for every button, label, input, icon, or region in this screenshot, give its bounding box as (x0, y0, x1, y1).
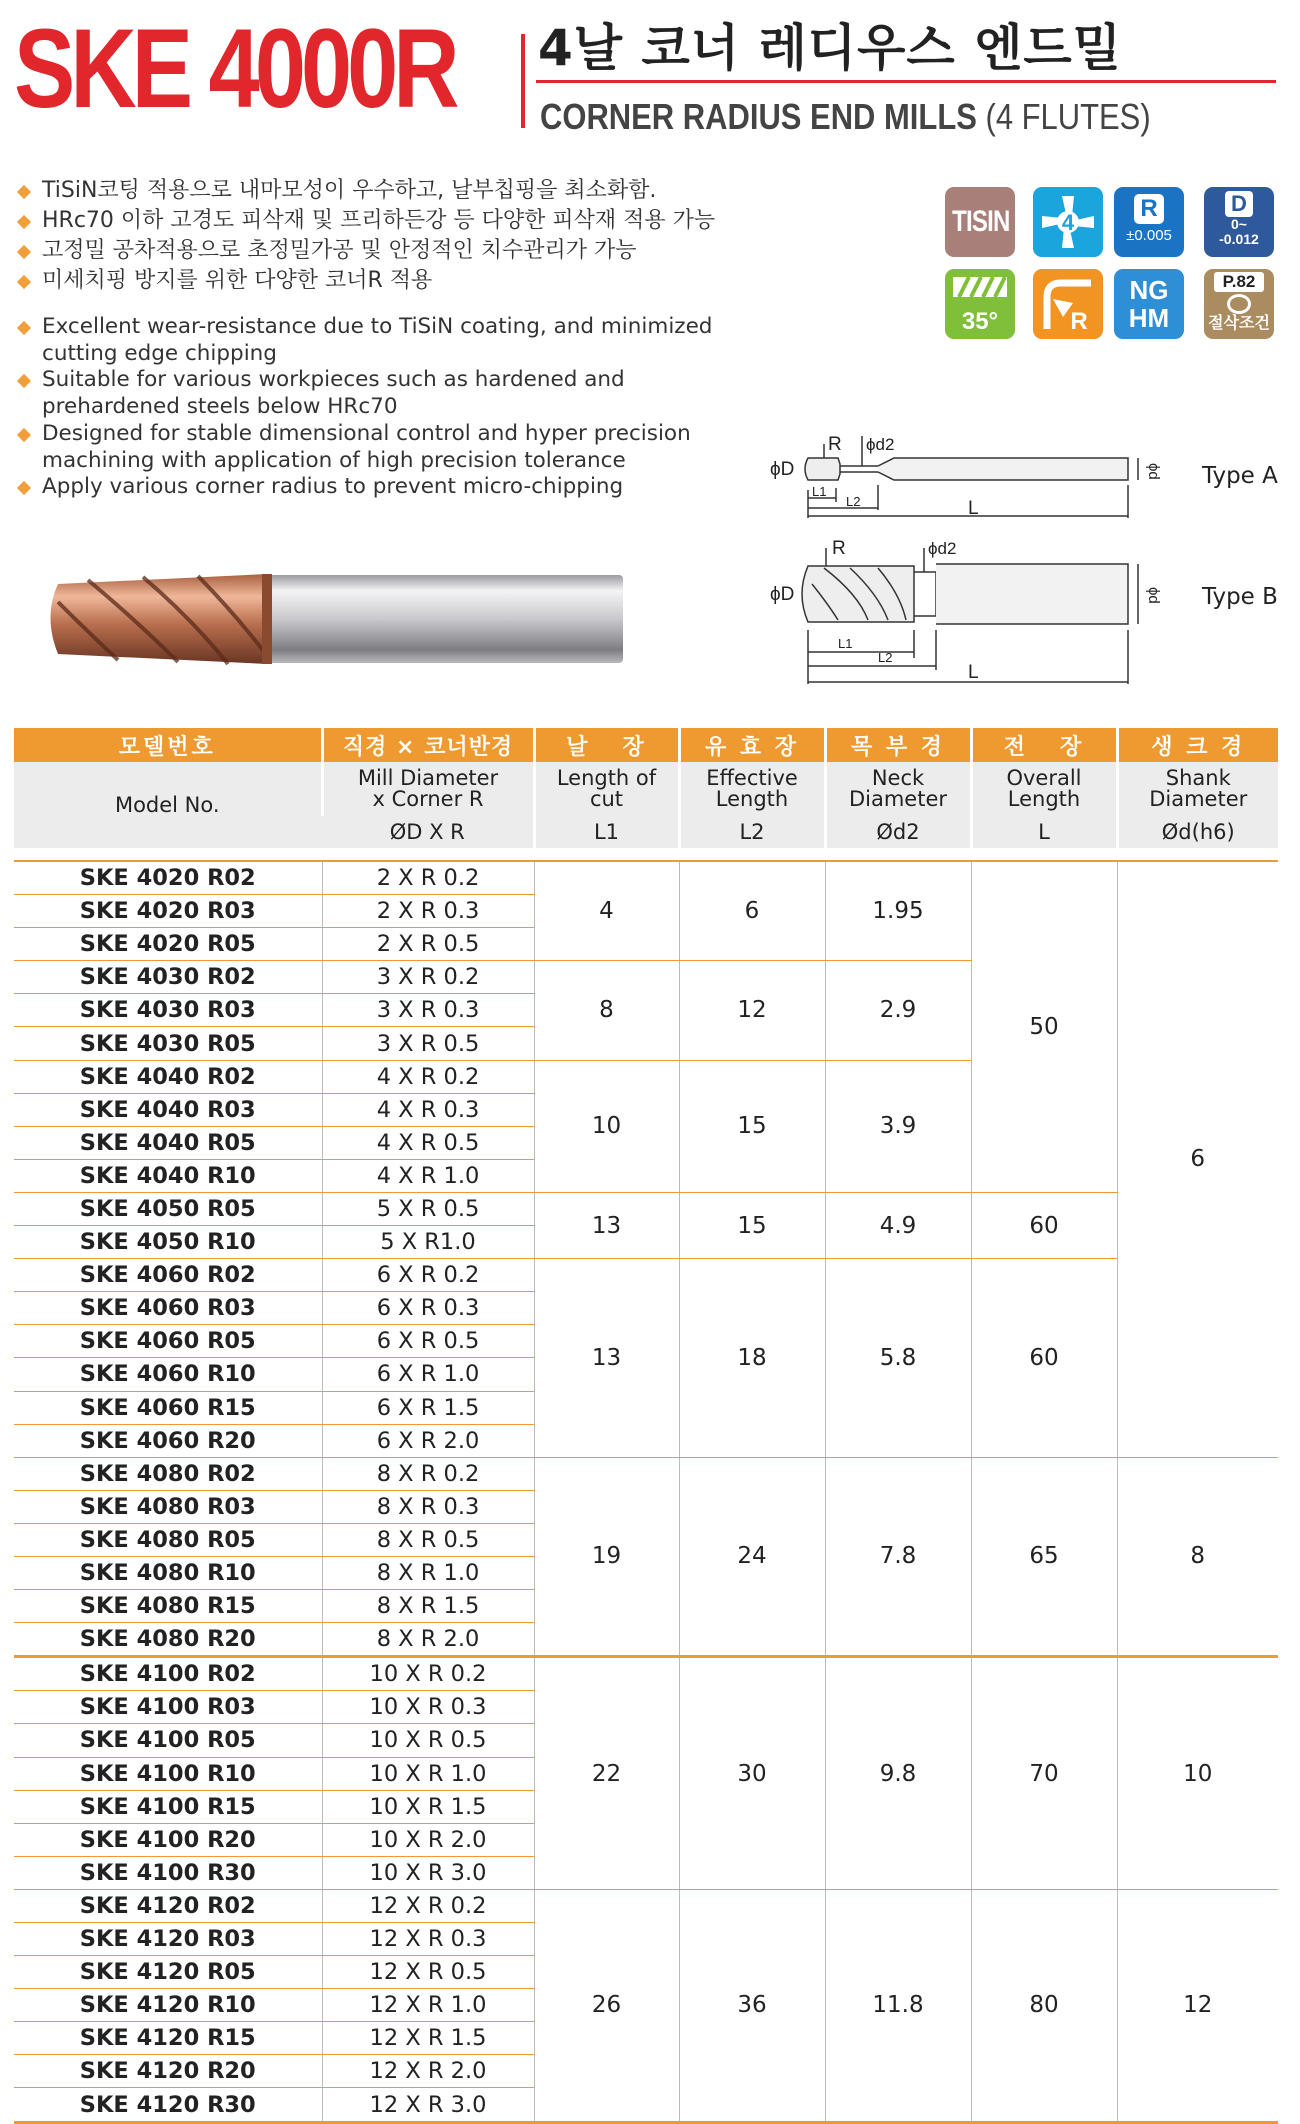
type-b-diagram (728, 534, 1198, 694)
phi-d2-label-a: ϕd2 (866, 435, 895, 454)
overall-length-cell: 80 (971, 1889, 1117, 2122)
model-number-cell: SKE 4060 R10 (14, 1358, 322, 1391)
diameter-radius-cell: 4 X R 1.0 (322, 1159, 534, 1192)
col-header-en (1117, 762, 1278, 816)
model-number-cell: SKE 4020 R03 (14, 895, 322, 928)
model-number-cell: SKE 4050 R10 (14, 1226, 322, 1259)
model-number-cell: SKE 4080 R03 (14, 1490, 322, 1523)
feature-ko-item: HRc70 이하 고경도 피삭재 및 프리하든강 등 다양한 피삭재 적용 가능 (16, 208, 756, 235)
model-number-cell: SKE 4100 R30 (14, 1856, 322, 1889)
features-english (16, 314, 776, 501)
effective-length-cell: 24 (679, 1457, 825, 1657)
diameter-radius-cell: 10 X R 1.0 (322, 1757, 534, 1790)
page-ref: P.82 (1214, 272, 1264, 292)
four-flute-badge (1033, 187, 1103, 257)
col-header-ko: 날 장 (534, 728, 679, 762)
feature-ko-item: 고정밀 공차적용으로 초정밀가공 및 안정적인 치수관리가 가능 (16, 238, 756, 265)
spec-table-head (14, 728, 1278, 861)
col-header-en-text: Shank Diameter (1149, 766, 1248, 811)
effective-length-cell: 15 (679, 1192, 825, 1258)
length-of-cut-cell: 19 (534, 1457, 679, 1657)
col-header-en-text: Length of cut (556, 766, 657, 811)
col-header-en-text: Effective Length (706, 766, 798, 811)
diameter-radius-cell: 8 X R 1.5 (322, 1590, 534, 1623)
col-header-symbol: ØD X R (322, 816, 534, 848)
model-number-cell: SKE 4080 R20 (14, 1623, 322, 1657)
table-row (14, 861, 1278, 895)
model-number-cell: SKE 4030 R03 (14, 994, 322, 1027)
model-number-cell: SKE 4060 R15 (14, 1391, 322, 1424)
model-number-cell: SKE 4100 R15 (14, 1790, 322, 1823)
col-header-en (322, 762, 534, 816)
model-number-cell: SKE 4050 R05 (14, 1192, 322, 1225)
neck-diameter-cell: 5.8 (825, 1259, 971, 1458)
col-header-ko: 유 효 장 (679, 728, 825, 762)
col-header-symbol: Ød(h6) (1117, 816, 1278, 848)
effective-length-cell: 12 (679, 961, 825, 1060)
diameter-radius-cell: 8 X R 0.2 (322, 1457, 534, 1490)
overall-length-cell: 65 (971, 1457, 1117, 1657)
header-row-korean (14, 728, 1278, 762)
neck-diameter-cell: 3.9 (825, 1060, 971, 1192)
diameter-radius-cell: 2 X R 0.3 (322, 895, 534, 928)
helix-icon (945, 269, 1015, 303)
neck-diameter-cell: 1.95 (825, 861, 971, 961)
features-korean (16, 178, 756, 298)
header-row-english (14, 762, 1278, 816)
model-number-cell: SKE 4040 R10 (14, 1159, 322, 1192)
helix-angle-value: 35° (961, 308, 999, 335)
table-row (14, 1657, 1278, 1691)
spec-table (14, 728, 1278, 2124)
diameter-radius-cell: 10 X R 1.5 (322, 1790, 534, 1823)
model-number-cell: SKE 4100 R10 (14, 1757, 322, 1790)
flute-count: 4 (1061, 210, 1075, 235)
col-header-en-text: Mill Diameter x Corner R (357, 766, 499, 811)
effective-length-cell: 6 (679, 861, 825, 961)
neck-diameter-cell: 9.8 (825, 1657, 971, 1890)
d-tolerance-top: 0~ (1231, 216, 1247, 232)
diameter-radius-cell: 12 X R 2.0 (322, 2055, 534, 2088)
end-mill-image (28, 562, 628, 677)
model-number-cell: SKE 4100 R03 (14, 1691, 322, 1724)
l-label-a: L (968, 498, 979, 519)
phi-d-shank-a: ϕd (1145, 463, 1162, 480)
feature-en-item: Suitable for various workpieces such as hardened and prehardened steels below HRc70 (16, 367, 752, 420)
title-rule (536, 80, 1276, 83)
diameter-radius-cell: 3 X R 0.5 (322, 1027, 534, 1060)
col-header-symbol: L1 (534, 816, 679, 848)
product-title: SKE 4000R (14, 6, 455, 131)
l1-label-a: L1 (812, 484, 827, 499)
neck-diameter-cell: 7.8 (825, 1457, 971, 1657)
diameter-radius-cell: 4 X R 0.3 (322, 1093, 534, 1126)
shank-diameter-cell: 8 (1117, 1457, 1278, 1657)
r-tolerance: ±0.005 (1126, 227, 1172, 244)
model-number-cell: SKE 4030 R02 (14, 961, 322, 994)
effective-length-cell: 15 (679, 1060, 825, 1192)
feature-ko-item: TiSiN코팅 적용으로 내마모성이 우수하고, 날부칩핑을 최소화함. (16, 178, 756, 205)
col-header-symbol: Ød2 (825, 816, 971, 848)
col-header-en (825, 762, 971, 816)
model-number-cell: SKE 4060 R05 (14, 1325, 322, 1358)
corner-radius-icon (1033, 269, 1103, 339)
model-number-cell: SKE 4100 R02 (14, 1657, 322, 1691)
col-header-ko: 모델번호 (14, 728, 322, 762)
diameter-radius-cell: 2 X R 0.5 (322, 928, 534, 961)
diameter-radius-cell: 10 X R 3.0 (322, 1856, 534, 1889)
diameter-radius-cell: 6 X R 1.0 (322, 1358, 534, 1391)
spec-table-body (14, 861, 1278, 2122)
feature-en-item: Excellent wear-resistance due to TiSiN coating, and minimized cutting edge chipping (16, 314, 722, 367)
phi-d2-label-b: ϕd2 (928, 539, 957, 558)
diameter-radius-cell: 8 X R 0.5 (322, 1523, 534, 1556)
length-of-cut-cell: 10 (534, 1060, 679, 1192)
diameter-radius-cell: 8 X R 1.0 (322, 1556, 534, 1589)
neck-diameter-cell: 4.9 (825, 1192, 971, 1258)
col-header-en-text: Neck Diameter (848, 766, 948, 811)
shank-diameter-cell: 10 (1117, 1657, 1278, 1890)
d-letter: D (1231, 191, 1247, 216)
col-header-ko: 생 크 경 (1117, 728, 1278, 762)
model-number-cell: SKE 4120 R20 (14, 2055, 322, 2088)
diameter-radius-cell: 10 X R 0.2 (322, 1657, 534, 1691)
table-row (14, 1192, 1278, 1225)
length-of-cut-cell: 22 (534, 1657, 679, 1890)
model-number-cell: SKE 4040 R03 (14, 1093, 322, 1126)
model-number-cell: SKE 4040 R02 (14, 1060, 322, 1093)
model-number-cell: SKE 4020 R02 (14, 861, 322, 895)
type-a-label: Type A (1202, 463, 1278, 489)
l2-label-b: L2 (878, 650, 893, 665)
model-number-cell: SKE 4080 R15 (14, 1590, 322, 1623)
neck-diameter-cell: 2.9 (825, 961, 971, 1060)
diameter-radius-cell: 12 X R 0.5 (322, 1956, 534, 1989)
r-square-icon (1134, 194, 1164, 224)
diameter-radius-cell: 6 X R 0.5 (322, 1325, 534, 1358)
effective-length-cell: 36 (679, 1889, 825, 2122)
length-of-cut-cell: 8 (534, 961, 679, 1060)
length-of-cut-cell: 13 (534, 1259, 679, 1458)
neck-diameter-cell: 11.8 (825, 1889, 971, 2122)
model-number-cell: SKE 4060 R20 (14, 1424, 322, 1457)
col-header-en (534, 762, 679, 816)
col-header-en-text: Overall Length (1006, 766, 1082, 811)
col-header-en (679, 762, 825, 816)
model-number-cell: SKE 4120 R02 (14, 1889, 322, 1922)
table-row (14, 1457, 1278, 1490)
effective-length-cell: 30 (679, 1657, 825, 1890)
r-letter: R (1140, 195, 1158, 222)
l1-label-b: L1 (838, 636, 853, 651)
phi-d-label-b: ϕD (770, 584, 795, 605)
diameter-radius-cell: 12 X R 1.5 (322, 2022, 534, 2055)
diameter-radius-cell: 8 X R 0.3 (322, 1490, 534, 1523)
model-number-cell: SKE 4080 R05 (14, 1523, 322, 1556)
model-number-cell: SKE 4040 R05 (14, 1126, 322, 1159)
model-number-cell: SKE 4020 R05 (14, 928, 322, 961)
diameter-radius-cell: 10 X R 0.5 (322, 1724, 534, 1757)
col-header-ko: 직경 × 코너반경 (322, 728, 534, 762)
col-header-en (971, 762, 1117, 816)
diameter-radius-cell: 6 X R 2.0 (322, 1424, 534, 1457)
radius-tolerance-badge (1114, 187, 1184, 257)
r-label-a: R (828, 434, 842, 455)
diameter-radius-cell: 8 X R 2.0 (322, 1623, 534, 1657)
r-label-b: R (832, 538, 846, 559)
tisin-coating-badge (945, 187, 1015, 257)
model-number-cell: SKE 4120 R03 (14, 1923, 322, 1956)
corner-radius-badge (1033, 269, 1103, 339)
model-number-cell: SKE 4120 R10 (14, 1989, 322, 2022)
model-number-cell: SKE 4120 R05 (14, 1956, 322, 1989)
diameter-radius-cell: 2 X R 0.2 (322, 861, 534, 895)
effective-length-cell: 18 (679, 1259, 825, 1458)
title-en-suffix: (4 FLUTES) (985, 96, 1151, 137)
model-number-cell: SKE 4120 R30 (14, 2088, 322, 2122)
feature-ko-item: 미세치핑 방지를 위한 다양한 코너R 적용 (16, 268, 756, 295)
product-title-english (540, 96, 1151, 138)
length-of-cut-cell: 13 (534, 1192, 679, 1258)
shank-diameter-cell: 6 (1117, 861, 1278, 1457)
type-a-diagram (728, 430, 1198, 520)
title-en-main: CORNER RADIUS END MILLS (540, 96, 977, 137)
col-header-ko: 목 부 경 (825, 728, 971, 762)
model-number-cell: SKE 4080 R10 (14, 1556, 322, 1589)
length-of-cut-cell: 26 (534, 1889, 679, 2122)
coating-label: TISIN (952, 205, 1010, 238)
overall-length-cell: 70 (971, 1657, 1117, 1890)
diameter-radius-cell: 5 X R1.0 (322, 1226, 534, 1259)
model-number-cell: SKE 4030 R05 (14, 1027, 322, 1060)
phi-d-shank-b: ϕd (1145, 587, 1162, 604)
model-number-cell: SKE 4100 R20 (14, 1823, 322, 1856)
col-header-en: Model No. (14, 762, 322, 848)
feature-en-item: Designed for stable dimensional control and hyper precision machining with application of high precision tolerance (16, 421, 712, 474)
overall-length-cell: 60 (971, 1259, 1117, 1458)
diameter-radius-cell: 4 X R 0.5 (322, 1126, 534, 1159)
cutter-icon (1227, 294, 1251, 314)
l-label-b: L (968, 662, 979, 683)
title-divider (521, 34, 525, 128)
ng-label: NG (1129, 275, 1169, 305)
cutting-conditions-badge (1204, 269, 1274, 339)
col-header-symbol: L2 (679, 816, 825, 848)
header-gap (14, 848, 1278, 861)
diameter-radius-cell: 3 X R 0.2 (322, 961, 534, 994)
feature-en-item: Apply various corner radius to prevent micro-chipping (16, 474, 776, 501)
helix-angle-badge (945, 269, 1015, 339)
diameter-radius-cell: 6 X R 0.2 (322, 1259, 534, 1292)
type-b-label: Type B (1202, 584, 1278, 610)
diameter-radius-cell: 10 X R 2.0 (322, 1823, 534, 1856)
hm-label: HM (1128, 303, 1170, 333)
product-title-korean: 4날 코너 레디우스 엔드밀 (538, 19, 1123, 77)
flute-icon (1033, 187, 1103, 257)
diameter-radius-cell: 6 X R 0.3 (322, 1292, 534, 1325)
diameter-radius-cell: 3 X R 0.3 (322, 994, 534, 1027)
diameter-radius-cell: 5 X R 0.5 (322, 1192, 534, 1225)
col-header-symbol: L (971, 816, 1117, 848)
diameter-tolerance-badge (1204, 187, 1274, 257)
material-badge (1114, 269, 1184, 339)
diameter-radius-cell: 12 X R 0.3 (322, 1923, 534, 1956)
model-number-cell: SKE 4080 R02 (14, 1457, 322, 1490)
diameter-radius-cell: 10 X R 0.3 (322, 1691, 534, 1724)
l2-label-a: L2 (846, 494, 861, 509)
model-number-cell: SKE 4120 R15 (14, 2022, 322, 2055)
model-number-cell: SKE 4100 R05 (14, 1724, 322, 1757)
length-of-cut-cell: 4 (534, 861, 679, 961)
cutting-conditions-label: 절삭조건 (1208, 315, 1270, 332)
overall-length-cell: 60 (971, 1192, 1117, 1258)
diameter-radius-cell: 12 X R 0.2 (322, 1889, 534, 1922)
shank-diameter-cell: 12 (1117, 1889, 1278, 2122)
diameter-radius-cell: 4 X R 0.2 (322, 1060, 534, 1093)
diameter-radius-cell: 6 X R 1.5 (322, 1391, 534, 1424)
table-row (14, 1889, 1278, 1922)
model-number-cell: SKE 4060 R03 (14, 1292, 322, 1325)
col-header-ko: 전 장 (971, 728, 1117, 762)
diameter-radius-cell: 12 X R 3.0 (322, 2088, 534, 2122)
overall-length-cell: 50 (971, 861, 1117, 1192)
phi-d-label-a: ϕD (770, 459, 795, 480)
model-number-cell: SKE 4060 R02 (14, 1259, 322, 1292)
corner-r-letter: R (1070, 308, 1088, 335)
d-tolerance-bottom: -0.012 (1219, 231, 1259, 247)
table-row (14, 1259, 1278, 1292)
d-square-icon (1225, 191, 1253, 217)
diameter-radius-cell: 12 X R 1.0 (322, 1989, 534, 2022)
